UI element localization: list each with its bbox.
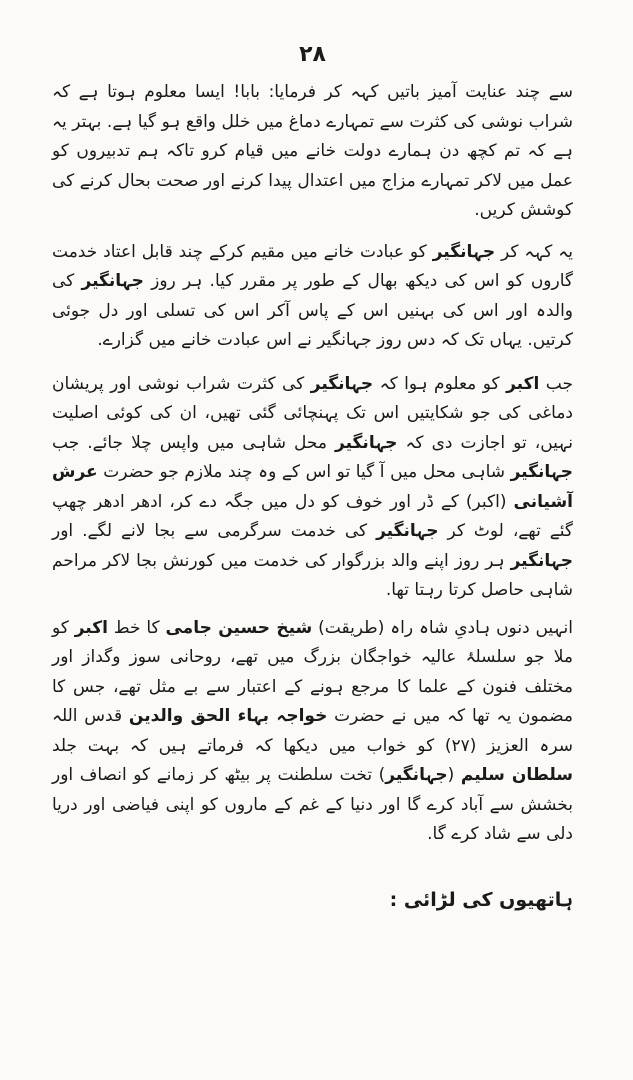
paragraph-2: یہ کہہ کر جہانگیر کو عبادت خانے میں مقیم کرکے چند قابل اعتاد خدمت گاروں کو اس کی دیکھ بھال کے طور پر مقرر کیا. ہر روز جہانگیر کی والدہ اور اس کی بہنیں اس کے پاس آکر اس کی تسلی اور دل جوئی کرتیں. یہاں تک کہ دس روز جہانگیر نے اس عبادت خانے میں گزارے. (52, 241, 573, 350)
bold-name: جہانگیر (432, 241, 496, 262)
bold-name: عرش آشیانی (52, 462, 573, 512)
bold-name: شیخ حسین جامی (165, 617, 313, 638)
page-number: ۲۸ (299, 42, 326, 67)
paragraph-4: انہیں دنوں ہادیِ شاہ راہ (طریقت) شیخ حسین جامی کا خط اکبر کو ملا جو سلسلۂ عالیہ خواجگان بزرگ میں تھے، روحانی سوز وگداز اور مختلف فنون کے علما کا مرجع ہونے کے اعتبار سے بے مثل تھے، جس کا مضمون یہ تھا کہ میں نے حضرت خواجہ بہاء الحق والدین قدس اللہ سرہ العزیز (۲۷) کو خواب میں دیکھا کہ فرماتے ہیں کہ بہت جلد سلطان سلیم (جہانگیر) تخت سلطنت پر بیٹھ کر زمانے کو انصاف اور بخشش سے آباد کرے گا اور دنیا کے غم کے ماروں کو اپنی فیاضی اور دریا دلی سے شاد کرے گا. (52, 617, 573, 844)
bold-name: جہانگیر (310, 373, 374, 394)
bold-name: جہانگیر (81, 271, 144, 291)
bold-name: جہانگیر (376, 521, 439, 541)
bold-name: جہانگیر (510, 550, 573, 571)
bold-name: جہانگیر (385, 765, 448, 785)
paragraph-1: سے چند عنایت آمیز باتیں کہہ کر فرمایا: بابا! ایسا معلوم ہوتا ہے کہ شراب نوشی کی کثرت سے تمہارے دماغ میں خلل واقع ہو گیا ہے. بہتر یہ ہے کہ تم کچھ دن ہمارے دولت خانے میں قیام کرو تاکہ ہم تدبیروں کو عمل میں لاکر تمہارے مزاج میں اعتدال پیدا کرنے اور صحت بحال کرنے کی کوشش کریں. (52, 82, 573, 220)
bold-name: اکبر (506, 373, 540, 394)
paragraph-3: جب اکبر کو معلوم ہوا کہ جہانگیر کی کثرت شراب نوشی اور پریشان دماغی کی جو شکایتیں اس تک پہنچائی گئی تھیں، ان کی کوئی اصلیت نہیں، تو اجازت دی کہ جہانگیر محل شاہی میں واپس چلا جائے. جب جہانگیر شاہی محل میں آ گیا تو اس کے وہ چند ملازم جو حضرت عرش آشیانی (اکبر) کے ڈر اور خوف کو دل میں جگہ دے کر، ادھر ادھر چھپ گئے تھے، لوٹ کر جہانگیر کی خدمت سرگرمی سے بجا لانے لگے. اور جہانگیر ہر روز اپنے والد بزرگوار کی خدمت میں کورنش بجا لاکر مراحم شاہی حاصل کرتا رہتا تھا. (52, 373, 573, 600)
bold-name: اکبر (74, 617, 108, 638)
bold-name: خواجہ بہاء الحق والدین (128, 706, 328, 726)
section-heading: ہاتھیوں کی لڑائی : (389, 888, 573, 911)
bold-name: جہانگیر (335, 432, 398, 453)
bold-name: جہانگیر (510, 462, 573, 482)
bold-name: سلطان سلیم (460, 765, 573, 785)
page-bottom-margin (0, 940, 633, 1080)
